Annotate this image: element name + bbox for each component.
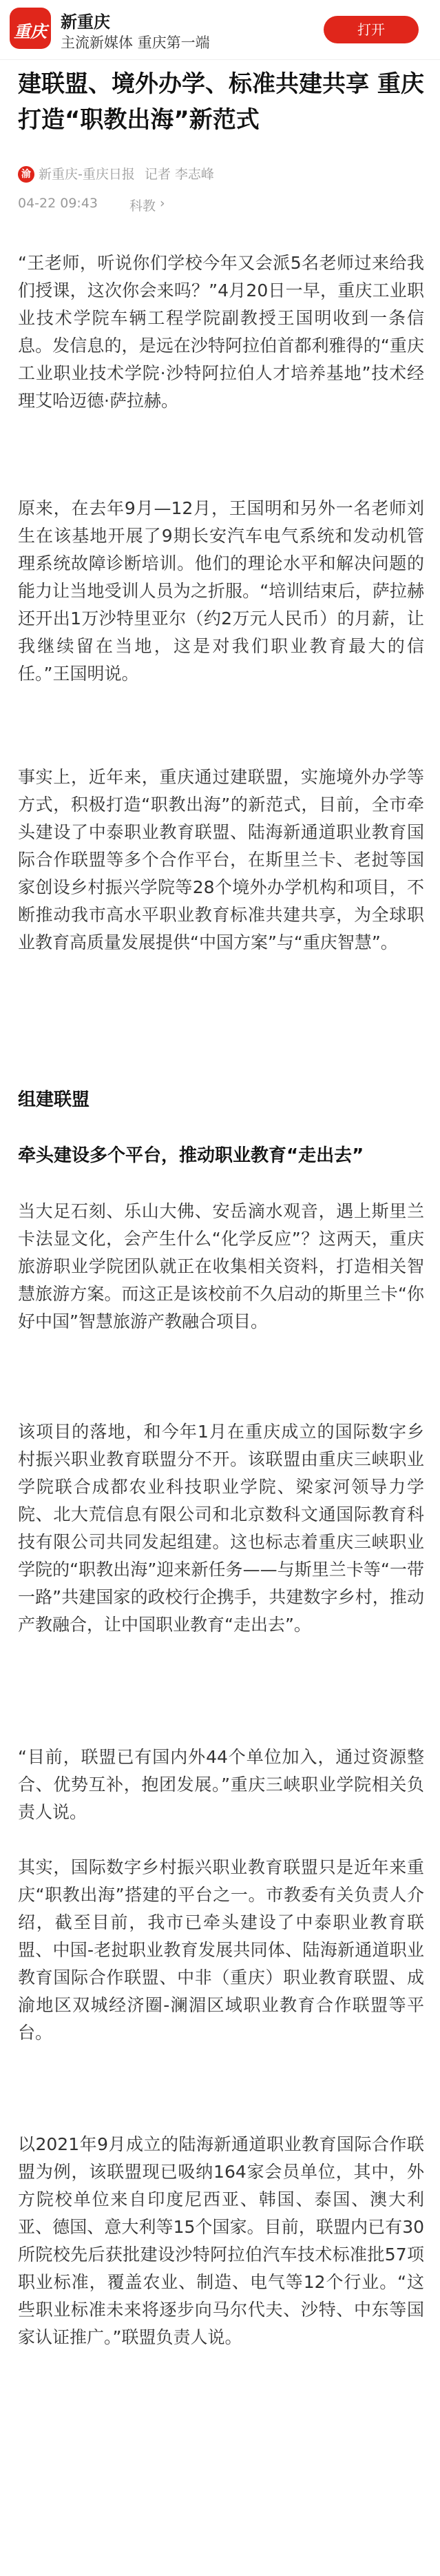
- article-paragraph: “目前，联盟已有国内外44个单位加入，通过资源整合、优势互补，抱团发展。”重庆三峡职业学院相关负责人说。: [18, 1747, 424, 1822]
- article-source[interactable]: 新重庆-重庆日报: [39, 167, 135, 182]
- app-logo: [10, 8, 51, 49]
- article-paragraph: 当大足石刻、乐山大佛、安岳滴水观音，遇上斯里兰卡法显文化，会产生什么“化学反应”？这两天，重庆旅游职业学院团队就正在收集相关资料，打造相关智慧旅游方案。而这正是该校前不久启动的斯里兰卡“你好中国”智慧旅游产教融合项目。: [18, 1201, 424, 1331]
- article-paragraph: “王老师，听说你们学校今年又会派5名老师过来给我们授课，这次你会来吗？”4月20日一早，重庆工业职业技术学院车辆工程学院副教授王国明收到一条信息。发信息的，是远在沙特阿拉伯首都利雅得的“重庆工业职业技术学院·沙特阿拉伯人才培养基地”技术经理艾哈迈德·萨拉赫。: [18, 253, 424, 411]
- section-heading: 组建联盟: [18, 1090, 90, 1110]
- source-logo-icon: 渝: [18, 166, 34, 183]
- open-app-button[interactable]: 打开: [324, 16, 419, 43]
- article-paragraph: 原来，在去年9月—12月，王国明和另外一名老师刘生在该基地开展了9期长安汽车电气系统和发动机管理系统故障诊断培训。他们的理论水平和解决问题的能力让当地受训人员为之折服。“培训结束后，萨拉赫还开出1万沙特里亚尔（约2万元人民币）的月薪，让我继续留在当地，这是对我们职业教育最大的信任。”王国明说。: [18, 498, 424, 684]
- article-title: 建联盟、境外办学、标准共建共享 重庆打造“职教出海”新范式: [18, 70, 424, 134]
- article-paragraph: 该项目的落地，和今年1月在重庆成立的国际数字乡村振兴职业教育联盟分不开。该联盟由重庆三峡职业学院联合成都农业科技职业学院、梁家河领导力学院、北大荒信息有限公司和北京数科文通国际教育科技有限公司共同发起组建。这也标志着重庆三峡职业学院的“职教出海”迎来新任务——与斯里兰卡等“一带一路”共建国家的政校行企携手，共建数字乡村，推动产教融合，让中国职业教育“走出去”。: [18, 1422, 424, 1635]
- article-paragraph: 以2021年9月成立的陆海新通道职业教育国际合作联盟为例，该联盟现已吸纳164家会员单位，其中，外方院校单位来自印度尼西亚、韩国、泰国、澳大利亚、德国、意大利等15个国家。目前，联盟内已有30所院校先后获批建设沙特阿拉伯汽车技术标准批57项职业标准，覆盖农业、制造、电气等12个行业。“这些职业标准未来将逐步向马尔代夫、沙特、中东等国家认证推广。”联盟负责人说。: [18, 2134, 424, 2347]
- chevron-right-icon: ›: [160, 196, 165, 211]
- app-name: 新重庆: [61, 12, 110, 32]
- app-download-banner: [0, 0, 440, 60]
- app-slogan: 主流新媒体 重庆第一端: [61, 34, 210, 51]
- app-logo-text: 重庆: [14, 22, 47, 41]
- article-paragraph: 事实上，近年来，重庆通过建联盟，实施境外办学等方式，积极打造“职教出海”的新范式，目前，全市牵头建设了中泰职业教育联盟、陆海新通道职业教育国际合作联盟等多个合作平台，在斯里兰卡、老挝等国家创设乡村振兴学院等28个境外办学机构和项目，不断推动我市高水平职业教育标准共建共享，为全球职业教育高质量发展提供“中国方案”与“重庆智慧”。: [18, 767, 424, 952]
- article-paragraph: 其实，国际数字乡村振兴职业教育联盟只是近年来重庆“职教出海”搭建的平台之一。市教委有关负责人介绍，截至目前，我市已牵头建设了中泰职业教育联盟、中国-老挝职业教育发展共同体、陆海新通道职业教育国际合作联盟、中非（重庆）职业教育联盟、成渝地区双城经济圈-澜湄区域职业教育合作联盟等平台。: [18, 1857, 424, 2043]
- article-source-line: [39, 166, 214, 183]
- article-reporter: 记者 李志峰: [144, 167, 214, 182]
- article-datetime: 04-22 09:43: [18, 196, 98, 211]
- article-category[interactable]: 科教: [129, 198, 156, 214]
- sub-heading: 牵头建设多个平台，推动职业教育“走出去”: [18, 1145, 364, 1166]
